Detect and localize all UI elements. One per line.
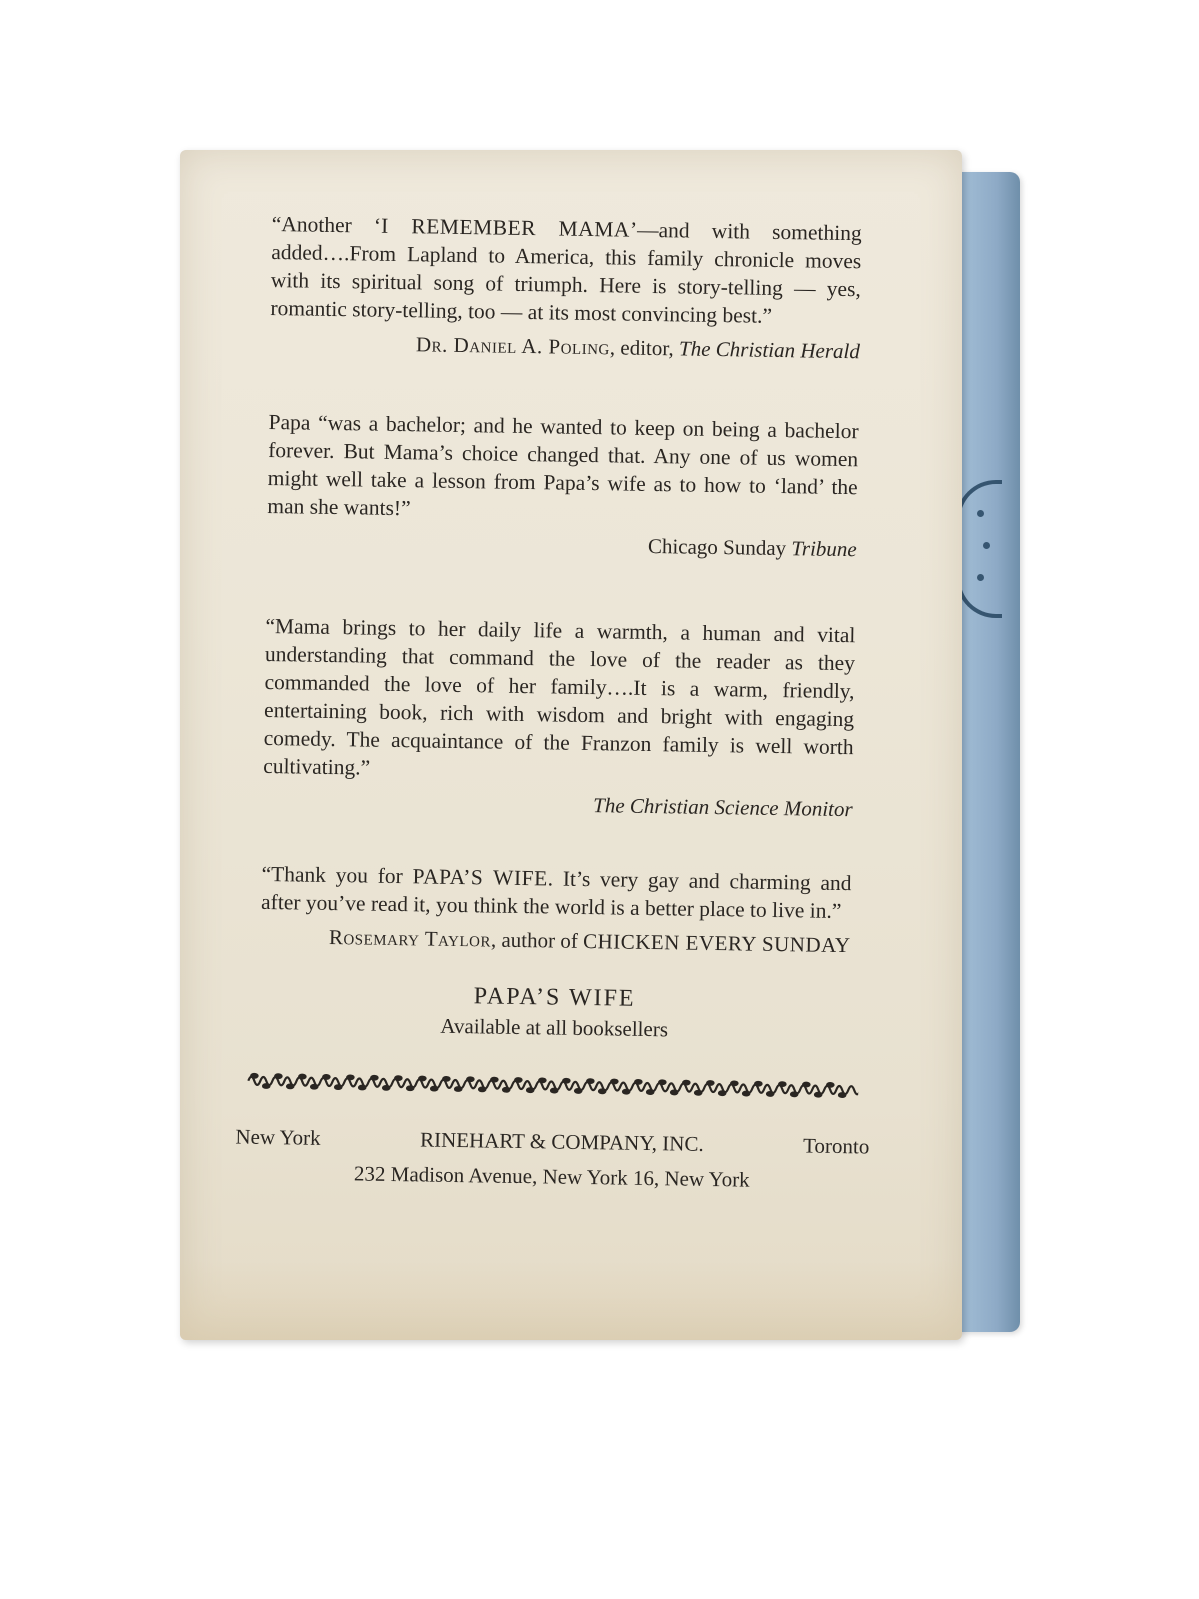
vine-leaf (647, 1090, 653, 1094)
availability-note: Available at all booksellers (440, 1013, 669, 1042)
vine-leaf (275, 1074, 281, 1078)
vine-leaf (431, 1087, 437, 1091)
review-quote-4 (260, 860, 851, 959)
vine-leaf (683, 1081, 689, 1085)
review-quote-1 (270, 210, 862, 365)
book-title-mention: PAPA’S WIFE (412, 864, 548, 891)
review-quote-3 (263, 612, 856, 823)
quote-text: Papa “was a bachelor; and he wanted to keep on being a bachelor forever. But Mama’s choice changed that. Any one of us women might well take a lesson from Papa’s wife as to how to ‘land’ the man she wants!” (267, 409, 859, 521)
reviewer-name: Rosemary Taylor (328, 924, 492, 952)
vine-leaf (695, 1091, 701, 1095)
vine-leaf (527, 1088, 533, 1092)
review-quote-2 (267, 408, 859, 563)
vine-leaf (395, 1076, 401, 1080)
publisher-city-left: New York (235, 1124, 321, 1150)
vine-leaf (719, 1091, 725, 1095)
vine-leaf (251, 1074, 257, 1078)
vine-leaf (743, 1092, 749, 1096)
quote-attribution: Dr. Daniel A. Poling, editor, The Christian Herald (415, 332, 861, 364)
vine-leaf (419, 1077, 425, 1081)
vine-leaf (599, 1089, 605, 1093)
vine-leaf (779, 1082, 785, 1086)
publisher-line (235, 1125, 869, 1160)
vine-leaf (539, 1079, 545, 1083)
vine-leaf (563, 1079, 569, 1083)
spine-ornament-icon (956, 480, 1002, 618)
vine-leaf (791, 1092, 797, 1096)
vine-leaf (659, 1080, 665, 1084)
vine-leaf (575, 1089, 581, 1093)
vine-leaf (707, 1081, 713, 1085)
vine-leaf (623, 1090, 629, 1094)
quote-attribution: Chicago Sunday Tribune (647, 533, 857, 562)
cover-text (235, 210, 870, 1194)
vine-leaf (815, 1093, 821, 1097)
vine-leaf (299, 1075, 305, 1079)
vine-leaf (491, 1078, 497, 1082)
publication-name: Tribune (791, 536, 857, 562)
vine-leaf (587, 1079, 593, 1083)
publisher-address: 232 Madison Avenue, New York 16, New York (353, 1161, 750, 1192)
publication-name: The Christian Herald (678, 336, 861, 364)
vine-leaf (371, 1076, 377, 1080)
vine-leaf (455, 1087, 461, 1091)
book-title-mention: I REMEMBER MAMA (380, 213, 631, 242)
vine-leaf (767, 1092, 773, 1096)
vine-leaf (611, 1080, 617, 1084)
vine-leaf (515, 1078, 521, 1082)
decorative-border-icon (246, 1070, 858, 1102)
vine-leaf (263, 1084, 269, 1088)
publisher-city-right: Toronto (802, 1133, 870, 1159)
spine-dot-icon (977, 574, 984, 581)
quote-text: “Another ‘I REMEMBER MAMA’—and with something added….From Lapland to America, this family chronicle moves with its spiritual song of triumph. Here is story-telling — yes, romantic story-telling, too — at its most convincing best.” (270, 211, 862, 328)
work-title: CHICKEN EVERY SUNDAY (582, 928, 851, 958)
quote-text: “Thank you for PAPA’S WIFE. It’s very gay and charming and after you’ve read it, you think the world is a better place to live in.” (260, 861, 852, 924)
publication-name: The Christian Science Monitor (592, 793, 853, 822)
quote-text: “Mama brings to her daily life a warmth, a human and vital understanding that command the love of the reader as they commanded the love of her family….It is a warm, friendly, entertaining book, rich with wisdom and bright with engaging comedy. The acquaintance of the Franzon family is well worth cultivating.” (263, 613, 856, 780)
reviewer-name: Dr. Daniel A. Poling (415, 332, 611, 360)
spine-dot-icon (983, 542, 990, 549)
vine-leaf (551, 1089, 557, 1093)
vine-leaf (671, 1091, 677, 1095)
vine-leaf (323, 1075, 329, 1079)
vine-leaf (827, 1083, 833, 1087)
vine-leaf (503, 1088, 509, 1092)
book-title: PAPA’S WIFE (473, 983, 636, 1012)
vine-leaf (335, 1085, 341, 1089)
vine-leaf (287, 1085, 293, 1089)
quote-attribution (263, 786, 853, 823)
vine-leaf (383, 1086, 389, 1090)
vine-leaf (311, 1085, 317, 1089)
vine-leaf (347, 1075, 353, 1079)
book-back-cover (180, 150, 1020, 1340)
dust-jacket-cover (180, 150, 962, 1340)
spine-dot-icon (977, 510, 984, 517)
vine-leaf (479, 1088, 485, 1092)
vine-leaf (467, 1077, 473, 1081)
vine-leaf (443, 1077, 449, 1081)
vine-leaf (803, 1083, 809, 1087)
vine-leaf (407, 1086, 413, 1090)
vine-leaf (731, 1082, 737, 1086)
publisher-name: RINEHART & COMPANY, INC. (419, 1127, 704, 1156)
quote-attribution: Rosemary Taylor, author of CHICKEN EVERY SUNDAY (328, 924, 851, 958)
vine-leaf (839, 1093, 845, 1097)
vine-leaf (359, 1086, 365, 1090)
vine-leaf (635, 1080, 641, 1084)
vine-leaf (755, 1082, 761, 1086)
